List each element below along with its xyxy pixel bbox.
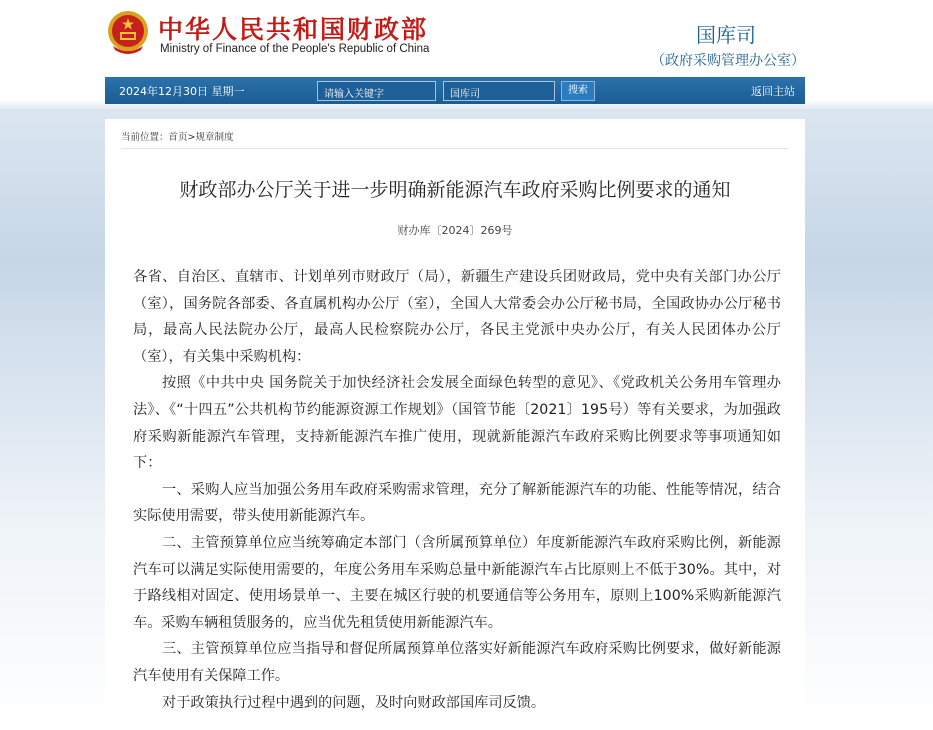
search-button[interactable]: 搜索 <box>561 81 595 101</box>
department-name: 国库司 <box>696 23 756 47</box>
department-subtitle: （政府采购管理办公室） <box>651 53 805 69</box>
current-date: 2024年12月30日 星期一 <box>119 85 245 98</box>
breadcrumb <box>121 129 234 143</box>
article-title: 财政部办公厅关于进一步明确新能源汽车政府采购比例要求的通知 <box>179 179 731 201</box>
breadcrumb-divider <box>121 148 789 149</box>
article-paragraph: 一、采购人应当加强公务用车政府采购需求管理，充分了解新能源汽车的功能、性能等情况，结合实际使用需要，带头使用新能源汽车。 <box>133 481 781 525</box>
back-to-main-site-link[interactable]: 返回主站 <box>751 85 795 98</box>
nav-bar <box>105 77 805 104</box>
content-panel <box>105 119 805 730</box>
article-paragraph: 对于政策执行过程中遇到的问题，及时向财政部国库司反馈。 <box>162 694 546 711</box>
article-paragraph: 按照《中共中央 国务院关于加快经济社会发展全面绿色转型的意见》、《党政机关公务用车管理办法》、《“十四五”公共机构节约能源资源工作规划》（国管节能〔2021〕195号）等有关要求，为加强政府采购新能源汽车管理，支持新能源汽车推广使用，现就新能源汽车政府采购比例要求等事项通知如下： <box>133 375 781 472</box>
article-paragraph: 各省、自治区、直辖市、计划单列市财政厅（局），新疆生产建设兵团财政局，党中央有关部门办公厅（室），国务院各部委、各直属机构办公厅（室），全国人大常委会办公厅秘书局，全国政协办公厅秘书局，最高人民法院办公厅，最高人民检察院办公厅，各民主党派中央办公厅，有关人民团体办公厅（室），有关集中采购机构： <box>133 269 781 365</box>
article-paragraph: 三、主管预算单位应当指导和督促所属预算单位落实好新能源汽车政府采购比例要求，做好新能源汽车使用有关保障工作。 <box>133 641 781 684</box>
search-input[interactable]: 请输入关键字 <box>317 81 436 101</box>
article-body <box>133 264 781 716</box>
document-number: 财办库〔2024〕269号 <box>397 224 513 237</box>
breadcrumb-home-link[interactable]: 首页 <box>168 132 188 143</box>
ministry-name-cn[interactable]: 中华人民共和国财政部 <box>158 15 429 44</box>
breadcrumb-separator: > <box>187 132 196 143</box>
article-paragraph: 二、主管预算单位应当统筹确定本部门（含所属预算单位）年度新能源汽车政府采购比例，新能源汽车可以满足实际使用需要的，年度公务用车采购总量中新能源汽车占比原则上不低于30%。其中，对于路线相对固定、使用场景单一、主要在城区行驶的机要通信等公务用车，原则上100%采购新能源汽车。采购车辆租赁服务的，应当优先租赁使用新能源汽车。 <box>133 534 781 631</box>
search-scope-select[interactable]: 国库司 <box>443 81 555 101</box>
breadcrumb-current-link[interactable]: 规章制度 <box>195 132 234 143</box>
breadcrumb-prefix: 当前位置： <box>121 132 169 143</box>
ministry-name-en: Ministry of Finance of the People's Republic of China <box>160 43 430 55</box>
national-emblem-icon <box>107 10 149 56</box>
site-header <box>0 0 933 76</box>
